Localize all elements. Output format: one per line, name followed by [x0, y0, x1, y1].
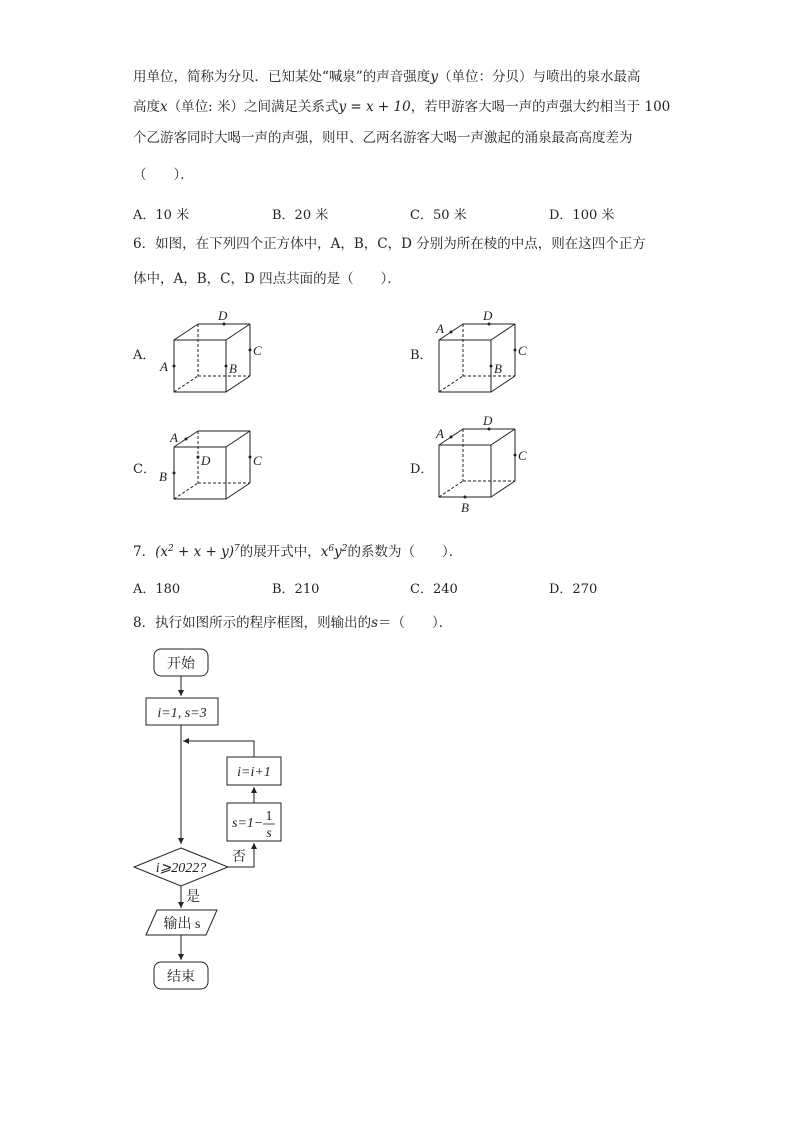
label-d: D: [201, 453, 211, 468]
q5-option-d: D．100 米: [549, 208, 615, 223]
label-b: B: [494, 361, 502, 376]
q5-option-c: C．50 米: [410, 208, 467, 223]
q5-text: ，若甲游客大喝一声的声强大约相当于 100: [410, 99, 671, 115]
q8-text: 8．执行如图所示的程序框图，则输出的: [133, 615, 372, 631]
var-s: s: [371, 615, 379, 631]
q5-text: （单位：分贝）与喷出的泉水最高: [437, 69, 641, 85]
q7-term: [321, 544, 348, 560]
exponent: 6: [328, 544, 335, 554]
q7-option-d: D．270: [549, 582, 598, 597]
expr-part: (x: [155, 544, 168, 560]
flow-no-label: 否: [232, 850, 246, 865]
label-a: A: [436, 321, 444, 336]
flowchart: [130, 640, 330, 1000]
cube-figure-a: [150, 305, 280, 400]
flow-output-label: 输出 s: [163, 917, 201, 932]
expr-part: + x + y): [173, 544, 235, 560]
exponent: 2: [341, 544, 348, 554]
q5-line-1: [133, 68, 640, 86]
label-d: D: [218, 308, 228, 323]
q6-option-b-label: B．: [410, 348, 433, 363]
q5-text: 高度: [133, 99, 160, 115]
q5-line-2: [133, 98, 670, 116]
label-b: B: [229, 361, 237, 376]
q6-option-a-label: A．: [133, 348, 156, 363]
q8-line: [133, 614, 452, 632]
q5-option-b: B．20 米: [272, 208, 329, 223]
label-d: D: [483, 308, 493, 323]
q5-line-4: （ ）．: [133, 167, 194, 183]
q7-option-a: A．180: [133, 582, 181, 597]
flow-frac-den: s: [266, 826, 272, 841]
label-b: B: [461, 500, 469, 515]
q7-option-b: B．210: [272, 582, 320, 597]
label-a: A: [160, 359, 168, 374]
q6-option-d-label: D．: [410, 462, 434, 477]
q6-line-1: 6．如图，在下列四个正方体中，A，B，C，D 分别为所在棱的中点，则在这四个正方: [133, 236, 646, 252]
flow-increment-label: i=i+1: [237, 765, 271, 780]
label-a: A: [170, 430, 178, 445]
label-b: B: [159, 469, 167, 484]
label-d: D: [483, 413, 493, 428]
q6-line-2: 体中，A，B，C，D 四点共面的是（ ）．: [133, 271, 401, 287]
flow-start-label: 开始: [167, 657, 195, 672]
label-c: C: [518, 448, 527, 463]
q5-text: （单位: 米）之间满足关系式: [167, 99, 339, 115]
q8-text: ＝（ ）．: [378, 615, 453, 631]
q7-expression: [155, 544, 240, 560]
var-y: y: [430, 69, 438, 85]
q7-option-c: C．240: [410, 582, 458, 597]
cube-figure-c: [150, 420, 280, 515]
var-x: x: [160, 99, 168, 115]
flow-yes-label: 是: [186, 890, 200, 905]
q5-option-a: A．10 米: [133, 208, 190, 223]
q5-line-3: 个乙游客同时大喝一声的声强，则甲、乙两名游客大喝一声激起的涌泉最高高度差为: [133, 130, 633, 146]
label-a: A: [436, 426, 444, 441]
q7-line: [133, 540, 462, 561]
flow-frac-num: 1: [265, 809, 273, 824]
flow-end-label: 结束: [167, 970, 195, 985]
cube-figure-d: [427, 410, 557, 520]
q7-text: 的展开式中，: [239, 544, 321, 560]
q7-text: 的系数为（ ）．: [347, 544, 463, 560]
label-c: C: [253, 343, 262, 358]
flow-update-label: s=1−: [232, 816, 264, 831]
q7-number: 7．: [133, 544, 156, 560]
cube-figure-b: [427, 305, 557, 400]
flow-condition-label: i⩾2022?: [155, 861, 207, 876]
label-c: C: [253, 453, 262, 468]
q6-option-c-label: C．: [133, 462, 156, 477]
flow-init-label: i=1, s=3: [157, 706, 207, 721]
label-c: C: [518, 343, 527, 358]
exponent: 2: [167, 544, 174, 554]
q5-text: 用单位，简称为分贝．已知某处“喊泉”的声音强度: [133, 69, 431, 85]
term-part: x: [320, 544, 329, 560]
exponent: 7: [234, 544, 240, 554]
term-part: y: [334, 544, 342, 560]
formula: y = x + 10: [338, 99, 411, 115]
